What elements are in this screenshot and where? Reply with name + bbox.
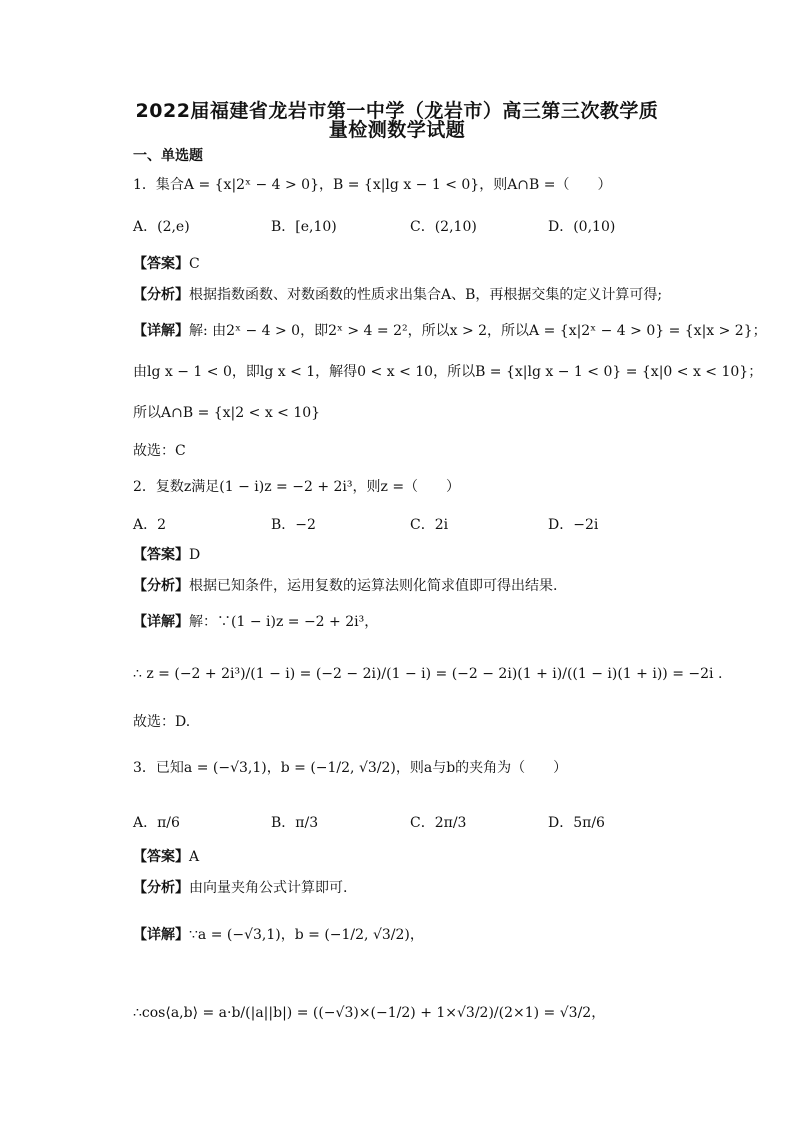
q1-choose-row <box>133 441 186 461</box>
q2-detail-row1 <box>133 612 378 632</box>
detail-label: 【详解】 <box>133 323 189 339</box>
q2-answer: D <box>189 547 201 563</box>
analysis-label: 【分析】 <box>133 880 189 896</box>
choose-label: 故选： <box>133 714 175 730</box>
q2-option-d: D．−2i <box>548 517 599 533</box>
answer-label: 【答案】 <box>133 547 189 563</box>
q3-detail-row1 <box>133 925 424 945</box>
q1-detail-row3: 所以A∩B = {x|2 < x < 10} <box>133 405 321 421</box>
q3-answer-row <box>133 847 199 867</box>
q1-option-a: A．(2,e) <box>133 219 190 235</box>
q2-stem: 2．复数z满足(1 − i)z = −2 + 2i³，则z =（ ） <box>133 479 461 495</box>
q2-choose: D. <box>175 714 191 730</box>
q2-option-b: B．−2 <box>271 517 316 533</box>
answer-label: 【答案】 <box>133 849 189 865</box>
q2-choose-row <box>133 712 190 732</box>
q1-analysis: 根据指数函数、对数函数的性质求出集合A、B，再根据交集的定义计算可得; <box>189 287 663 303</box>
q3-stem: 3．已知a = (−√3,1)，b = (−1/2, √3/2)，则a与b的夹角为（ ） <box>133 760 568 776</box>
q1-option-c: C．(2,10) <box>410 219 477 235</box>
q1-detail-row1 <box>133 321 767 341</box>
q3-analysis-row <box>133 878 347 898</box>
analysis-label: 【分析】 <box>133 287 189 303</box>
q3-answer: A <box>189 849 200 865</box>
document-title-line2: 量检测数学试题 <box>328 119 466 141</box>
detail-label: 【详解】 <box>133 614 189 630</box>
section-heading: 一、单选题 <box>133 148 203 164</box>
q1-choose: C <box>175 443 186 459</box>
answer-label: 【答案】 <box>133 256 189 272</box>
choose-label: 故选： <box>133 443 175 459</box>
q1-detail-row2: 由lg x − 1 < 0，即lg x < 1，解得0 < x < 10，所以B = {x|lg x − 1 < 0} = {x|0 < x < 10}； <box>133 364 763 380</box>
q1-option-b: B．[e,10) <box>271 219 337 235</box>
q3-option-d: D．5π/6 <box>548 815 605 831</box>
analysis-label: 【分析】 <box>133 578 189 594</box>
q2-detail-row2: ∴ z = (−2 + 2i³)/(1 − i) = (−2 − 2i)/(1 − i) = (−2 − 2i)(1 + i)/((1 − i)(1 + i)) = −2i . <box>133 666 723 682</box>
q2-option-a: A．2 <box>133 517 167 533</box>
q3-option-b: B．π/3 <box>271 815 319 831</box>
q2-detail1: 解：∵(1 − i)z = −2 + 2i³， <box>189 614 379 630</box>
q1-answer-row <box>133 254 200 274</box>
q3-analysis: 由向量夹角公式计算即可. <box>189 880 348 896</box>
q3-option-c: C．2π/3 <box>410 815 467 831</box>
q1-analysis-row <box>133 285 662 305</box>
q3-option-a: A．π/6 <box>133 815 180 831</box>
q1-option-d: D．(0,10) <box>548 219 616 235</box>
q3-detail-row2: ∴cos⟨a,b⟩ = a·b/(|a||b|) = ((−√3)×(−1/2) + 1×√3/2)/(2×1) = √3/2， <box>133 1005 606 1021</box>
q1-stem-text: 1．集合A = {x|2ˣ − 4 > 0}，B = {x|lg x − 1 < 0}，则A∩B =（ ） <box>133 177 612 193</box>
q2-option-c: C．2i <box>410 517 449 533</box>
detail-label: 【详解】 <box>133 927 189 943</box>
q3-detail1: ∵a = (−√3,1)，b = (−1/2, √3/2)， <box>189 927 424 943</box>
q2-answer-row <box>133 545 200 565</box>
q2-analysis: 根据已知条件，运用复数的运算法则化简求值即可得出结果. <box>189 578 558 594</box>
q1-detail1: 解: 由2ˣ − 4 > 0，即2ˣ > 4 = 2²，所以x > 2，所以A = {x|2ˣ − 4 > 0} = {x|x > 2}； <box>189 323 767 339</box>
document-title-line1: 2022届福建省龙岩市第一中学（龙岩市）高三第三次教学质 <box>135 100 659 122</box>
q1-answer: C <box>189 256 200 272</box>
q2-analysis-row <box>133 576 557 596</box>
q1-stem <box>133 175 612 195</box>
